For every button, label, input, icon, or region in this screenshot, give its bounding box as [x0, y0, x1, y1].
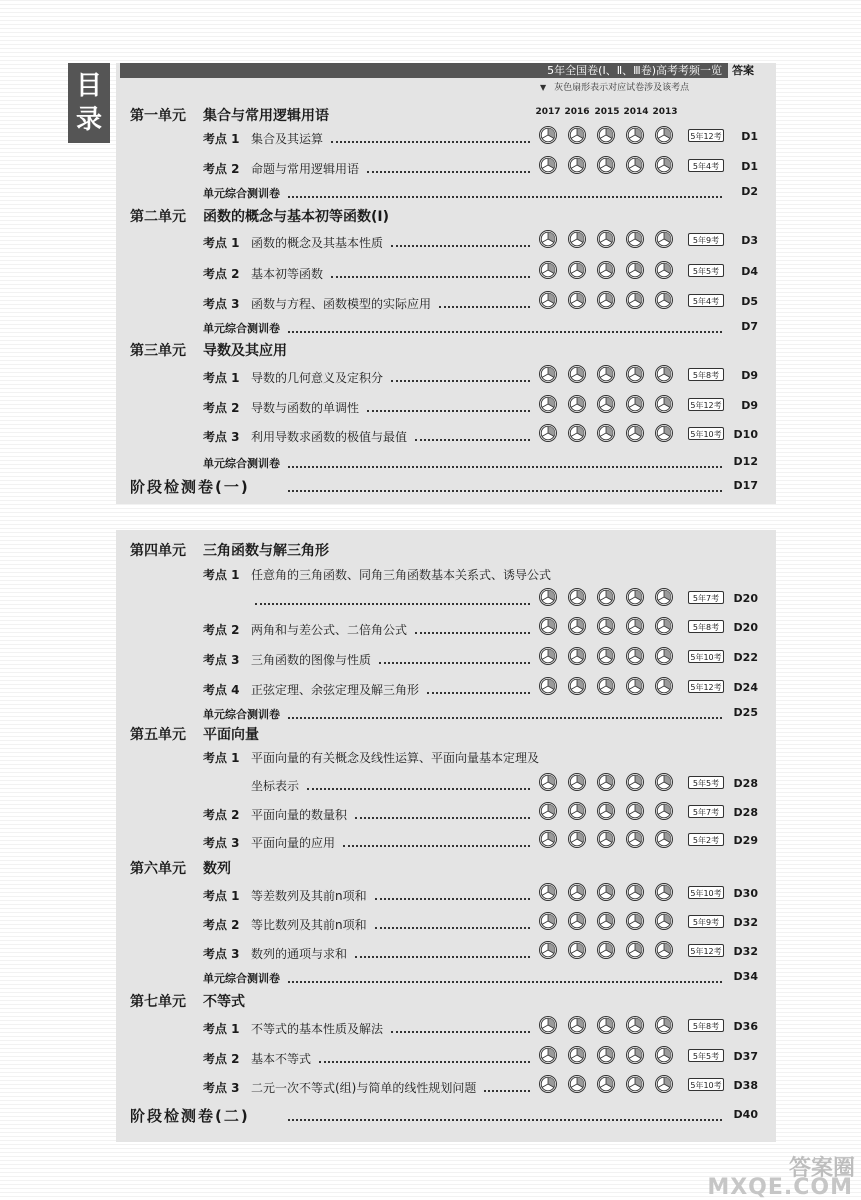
answer-page-ref[interactable]: D10 — [733, 428, 758, 441]
frequency-badge: 5年10考 — [688, 886, 724, 899]
pie-frequency-icon — [597, 291, 615, 309]
topic-label: 考点 1 — [203, 751, 240, 765]
toc-row — [0, 291, 861, 313]
dot-leader — [288, 705, 722, 719]
pie-frequency-icon — [626, 830, 644, 848]
pie-frequency-icon — [626, 617, 644, 635]
unit-number: 第七单元 — [130, 994, 186, 1010]
frequency-badge: 5年10考 — [688, 427, 724, 440]
pie-frequency-icon — [597, 1075, 615, 1093]
topic-title-link[interactable]: 平面向量的数量积 — [251, 808, 348, 822]
pie-frequency-icon — [626, 261, 644, 279]
pie-frequency-icon — [568, 291, 586, 309]
dot-leader — [255, 591, 530, 605]
pie-frequency-icon — [539, 230, 557, 248]
pie-frequency-icon — [568, 883, 586, 901]
pie-frequency-icon — [568, 647, 586, 665]
topic-title-link[interactable]: 导数的几何意义及定积分 — [251, 371, 384, 385]
toc-row — [0, 538, 861, 560]
pie-frequency-icon — [655, 156, 673, 174]
topic-label: 考点 4 — [203, 683, 240, 697]
topic-label: 考点 2 — [203, 1052, 240, 1066]
topic-title-link[interactable]: 基本初等函数 — [251, 267, 324, 281]
pie-frequency-icon — [655, 1046, 673, 1064]
pie-frequency-icon — [539, 1016, 557, 1034]
toc-row — [0, 181, 861, 203]
triangle-down-icon: ▼ — [540, 83, 547, 92]
pie-frequency-icon — [655, 830, 673, 848]
answer-page-ref[interactable]: D36 — [733, 1020, 758, 1033]
topic-title-link[interactable]: 命题与常用逻辑用语 — [251, 162, 360, 176]
answer-page-ref[interactable]: D32 — [733, 916, 758, 929]
pie-frequency-icon — [597, 802, 615, 820]
pie-frequency-icon — [597, 424, 615, 442]
pie-frequency-icon — [568, 912, 586, 930]
pie-frequency-icon — [655, 1016, 673, 1034]
dot-leader — [391, 233, 530, 247]
dot-leader — [367, 398, 530, 412]
dot-leader — [415, 620, 530, 634]
answer-page-ref[interactable]: D1 — [741, 130, 758, 143]
pie-frequency-icon — [626, 1075, 644, 1093]
dot-leader — [343, 833, 530, 847]
pie-frequency-icon — [655, 647, 673, 665]
frequency-badge: 5年8考 — [688, 1019, 724, 1032]
dot-leader — [288, 969, 722, 983]
pie-frequency-icon — [568, 365, 586, 383]
dot-leader — [288, 319, 722, 333]
pie-frequency-icon — [597, 830, 615, 848]
pie-frequency-icon — [597, 773, 615, 791]
answer-page-ref[interactable]: D32 — [733, 945, 758, 958]
pie-frequency-icon — [539, 677, 557, 695]
answer-page-ref[interactable]: D9 — [741, 369, 758, 382]
dot-leader — [331, 129, 530, 143]
answer-header: 答案 — [732, 64, 754, 77]
unit-name: 三角函数与解三角形 — [203, 543, 329, 559]
pie-frequency-icon — [597, 941, 615, 959]
pie-frequency-icon — [597, 261, 615, 279]
pie-frequency-icon — [626, 365, 644, 383]
pie-frequency-icon — [655, 677, 673, 695]
toc-row — [0, 562, 861, 584]
answer-page-ref[interactable]: D25 — [733, 706, 758, 719]
frequency-badge: 5年4考 — [688, 159, 724, 172]
dot-leader — [288, 478, 722, 492]
pie-frequency-icon — [655, 291, 673, 309]
toc-title-char-2: 录 — [75, 105, 102, 135]
answer-page-ref[interactable]: D30 — [733, 887, 758, 900]
frequency-badge: 5年10考 — [688, 1078, 724, 1091]
topic-label: 考点 2 — [203, 808, 240, 822]
pie-frequency-icon — [655, 424, 673, 442]
topic-label: 考点 3 — [203, 836, 240, 850]
toc-title-char-1: 目 — [75, 71, 102, 101]
frequency-badge: 5年12考 — [688, 398, 724, 411]
pie-frequency-icon — [539, 588, 557, 606]
pie-frequency-icon — [568, 830, 586, 848]
year-header: 2017 — [535, 107, 561, 117]
topic-title-link[interactable]: 任意角的三角函数、同角三角函数基本关系式、诱导公式 — [251, 568, 552, 582]
topic-title-link[interactable]: 集合及其运算 — [251, 132, 324, 146]
pie-frequency-icon — [539, 424, 557, 442]
toc-row — [0, 204, 861, 226]
toc-row — [0, 126, 861, 148]
topic-title-link[interactable]: 数列的通项与求和 — [251, 947, 348, 961]
answer-page-ref[interactable]: D7 — [741, 320, 758, 333]
dot-leader — [484, 1078, 530, 1092]
answer-page-ref[interactable]: D12 — [733, 455, 758, 468]
frequency-badge: 5年12考 — [688, 944, 724, 957]
toc-row — [0, 103, 861, 125]
year-header: 2016 — [564, 107, 590, 117]
pie-frequency-icon — [626, 941, 644, 959]
frequency-badge: 5年12考 — [688, 129, 724, 142]
answer-page-ref[interactable]: D28 — [733, 806, 758, 819]
dot-leader — [288, 454, 722, 468]
topic-label: 考点 3 — [203, 430, 240, 444]
stage-test-link[interactable]: 阶段检测卷(二) — [130, 1107, 250, 1125]
year-header: 2015 — [594, 107, 620, 117]
pie-frequency-icon — [539, 156, 557, 174]
dot-leader — [439, 294, 530, 308]
topic-title-link[interactable]: 三角函数的图像与性质 — [251, 653, 372, 667]
pie-frequency-icon — [539, 647, 557, 665]
toc-row — [0, 677, 861, 699]
unit-name: 数列 — [203, 861, 231, 877]
toc-row — [0, 475, 861, 497]
pie-frequency-icon — [655, 941, 673, 959]
unit-test-link[interactable]: 单元综合测训卷 — [203, 322, 280, 335]
pie-frequency-icon — [597, 647, 615, 665]
frequency-badge: 5年2考 — [688, 833, 724, 846]
answer-page-ref[interactable]: D3 — [741, 234, 758, 247]
frequency-badge: 5年8考 — [688, 368, 724, 381]
topic-label: 考点 1 — [203, 132, 240, 146]
topic-label: 考点 2 — [203, 162, 240, 176]
dot-leader — [319, 1049, 530, 1063]
pie-frequency-icon — [597, 588, 615, 606]
toc-row — [0, 745, 861, 767]
topic-title-link[interactable]: 坐标表示 — [251, 779, 300, 793]
pie-frequency-icon — [539, 1075, 557, 1093]
toc-row — [0, 773, 861, 795]
pie-frequency-icon — [568, 424, 586, 442]
pie-frequency-icon — [655, 230, 673, 248]
pie-frequency-icon — [568, 941, 586, 959]
pie-frequency-icon — [539, 941, 557, 959]
topic-label: 考点 2 — [203, 623, 240, 637]
unit-number: 第一单元 — [130, 108, 186, 124]
dot-leader — [375, 886, 530, 900]
topic-title-link[interactable]: 等比数列及其前n项和 — [251, 918, 367, 932]
pie-frequency-icon — [539, 1046, 557, 1064]
frequency-badge: 5年10考 — [688, 650, 724, 663]
dot-leader — [367, 159, 530, 173]
topic-label: 考点 3 — [203, 1081, 240, 1095]
unit-test-link[interactable]: 单元综合测训卷 — [203, 457, 280, 470]
topic-label: 考点 1 — [203, 1022, 240, 1036]
dot-leader — [427, 680, 530, 694]
unit-number: 第三单元 — [130, 343, 186, 359]
pie-frequency-icon — [597, 365, 615, 383]
frequency-badge: 5年5考 — [688, 1049, 724, 1062]
pie-frequency-icon — [539, 912, 557, 930]
pie-frequency-icon — [626, 1016, 644, 1034]
watermark-url: MXQE.COM — [707, 1175, 853, 1200]
toc-row — [0, 395, 861, 417]
frequency-badge: 5年7考 — [688, 591, 724, 604]
toc-row — [0, 722, 861, 744]
toc-row — [0, 261, 861, 283]
pie-frequency-icon — [568, 126, 586, 144]
toc-row — [0, 617, 861, 639]
toc-row — [0, 338, 861, 360]
toc-row — [0, 966, 861, 988]
toc-row — [0, 1016, 861, 1038]
dot-leader — [307, 776, 530, 790]
pie-frequency-icon — [626, 912, 644, 930]
unit-number: 第六单元 — [130, 861, 186, 877]
pie-frequency-icon — [626, 126, 644, 144]
pie-frequency-icon — [597, 912, 615, 930]
topic-title-link[interactable]: 等差数列及其前n项和 — [251, 889, 367, 903]
pie-frequency-icon — [655, 802, 673, 820]
unit-number: 第四单元 — [130, 543, 186, 559]
pie-frequency-icon — [539, 802, 557, 820]
topic-title-link[interactable]: 不等式的基本性质及解法 — [251, 1022, 384, 1036]
topic-title-link[interactable]: 函数的概念及其基本性质 — [251, 236, 384, 250]
pie-frequency-icon — [568, 1046, 586, 1064]
pie-frequency-icon — [597, 677, 615, 695]
topic-title-link[interactable]: 平面向量的应用 — [251, 836, 336, 850]
toc-row — [0, 702, 861, 724]
pie-frequency-icon — [597, 1046, 615, 1064]
year-header: 2014 — [623, 107, 649, 117]
answer-page-ref[interactable]: D5 — [741, 295, 758, 308]
answer-page-ref[interactable]: D20 — [733, 621, 758, 634]
pie-frequency-icon — [597, 156, 615, 174]
pie-frequency-icon — [568, 261, 586, 279]
toc-row — [0, 989, 861, 1011]
toc-row — [0, 1046, 861, 1068]
topic-title-link[interactable]: 基本不等式 — [251, 1052, 312, 1066]
frequency-badge: 5年7考 — [688, 805, 724, 818]
answer-page-ref[interactable]: D37 — [733, 1050, 758, 1063]
toc-row — [0, 365, 861, 387]
answer-page-ref[interactable]: D22 — [733, 651, 758, 664]
stage-test-link[interactable]: 阶段检测卷(一) — [130, 478, 250, 496]
toc-row — [0, 647, 861, 669]
topic-title-link[interactable]: 平面向量的有关概念及线性运算、平面向量基本定理及 — [251, 751, 540, 765]
dot-leader — [391, 1019, 530, 1033]
pie-frequency-icon — [655, 588, 673, 606]
answer-page-ref[interactable]: D24 — [733, 681, 758, 694]
pie-frequency-icon — [539, 365, 557, 383]
pie-frequency-icon — [626, 647, 644, 665]
answer-page-ref[interactable]: D29 — [733, 834, 758, 847]
pie-frequency-icon — [655, 617, 673, 635]
pie-frequency-icon — [626, 156, 644, 174]
topic-label: 考点 1 — [203, 568, 240, 582]
toc-row — [0, 588, 861, 610]
pie-frequency-icon — [655, 1075, 673, 1093]
toc-row — [0, 156, 861, 178]
pie-frequency-icon — [568, 802, 586, 820]
pie-frequency-icon — [626, 395, 644, 413]
pie-frequency-icon — [568, 677, 586, 695]
pie-frequency-icon — [597, 883, 615, 901]
pie-frequency-icon — [568, 395, 586, 413]
topic-label: 考点 2 — [203, 401, 240, 415]
year-header: 2013 — [652, 107, 678, 117]
pie-frequency-icon — [539, 830, 557, 848]
topic-label: 考点 1 — [203, 236, 240, 250]
pie-frequency-icon — [626, 230, 644, 248]
topic-title-link[interactable]: 利用导数求函数的极值与最值 — [251, 430, 408, 444]
pie-frequency-icon — [568, 588, 586, 606]
topic-label: 考点 3 — [203, 947, 240, 961]
unit-name: 平面向量 — [203, 727, 259, 743]
dot-leader — [375, 915, 530, 929]
dot-leader — [415, 427, 530, 441]
toc-row — [0, 1104, 861, 1126]
toc-row — [0, 912, 861, 934]
dot-leader — [288, 184, 722, 198]
toc-row — [0, 941, 861, 963]
toc-row — [0, 830, 861, 852]
pie-frequency-icon — [568, 156, 586, 174]
toc-row — [0, 230, 861, 252]
answer-page-ref[interactable]: D38 — [733, 1079, 758, 1092]
answer-page-ref[interactable]: D34 — [733, 970, 758, 983]
toc-row — [0, 424, 861, 446]
answer-page-ref[interactable]: D4 — [741, 265, 758, 278]
toc-row — [0, 856, 861, 878]
unit-test-link[interactable]: 单元综合测训卷 — [203, 187, 280, 200]
topic-title-link[interactable]: 导数与函数的单调性 — [251, 401, 360, 415]
answer-page-ref[interactable]: D28 — [733, 777, 758, 790]
pie-frequency-icon — [539, 395, 557, 413]
frequency-header: 5年全国卷(Ⅰ、Ⅱ、Ⅲ卷)高考考频一览 — [120, 63, 728, 78]
pie-frequency-icon — [626, 773, 644, 791]
pie-frequency-icon — [626, 1046, 644, 1064]
answer-page-ref[interactable]: D40 — [733, 1108, 758, 1121]
pie-frequency-icon — [626, 291, 644, 309]
topic-label: 考点 2 — [203, 267, 240, 281]
answer-page-ref[interactable]: D1 — [741, 160, 758, 173]
dot-leader — [391, 368, 530, 382]
pie-frequency-icon — [655, 912, 673, 930]
dot-leader — [331, 264, 530, 278]
pie-frequency-icon — [539, 126, 557, 144]
pie-frequency-icon — [597, 617, 615, 635]
unit-test-link[interactable]: 单元综合测训卷 — [203, 708, 280, 721]
pie-frequency-icon — [568, 1075, 586, 1093]
pie-frequency-icon — [568, 230, 586, 248]
topic-label: 考点 3 — [203, 653, 240, 667]
unit-number: 第五单元 — [130, 727, 186, 743]
pie-frequency-icon — [539, 291, 557, 309]
pie-frequency-icon — [539, 883, 557, 901]
pie-frequency-icon — [655, 126, 673, 144]
frequency-badge: 5年8考 — [688, 620, 724, 633]
answer-page-ref[interactable]: D17 — [733, 479, 758, 492]
frequency-badge: 5年5考 — [688, 264, 724, 277]
pie-frequency-icon — [597, 1016, 615, 1034]
topic-title-link[interactable]: 正弦定理、余弦定理及解三角形 — [251, 683, 420, 697]
pie-frequency-icon — [655, 395, 673, 413]
dot-leader — [379, 650, 530, 664]
pie-frequency-icon — [568, 617, 586, 635]
pie-frequency-icon — [539, 617, 557, 635]
pie-frequency-icon — [597, 395, 615, 413]
answer-page-ref[interactable]: D2 — [741, 185, 758, 198]
dot-leader — [288, 1107, 722, 1121]
topic-label: 考点 1 — [203, 889, 240, 903]
topic-label: 考点 3 — [203, 297, 240, 311]
unit-name: 集合与常用逻辑用语 — [203, 108, 329, 124]
pie-frequency-icon — [655, 261, 673, 279]
unit-name: 导数及其应用 — [203, 343, 287, 359]
pie-frequency-icon — [626, 802, 644, 820]
frequency-badge: 5年9考 — [688, 233, 724, 246]
pie-frequency-icon — [626, 677, 644, 695]
pie-frequency-icon — [655, 365, 673, 383]
pie-frequency-icon — [597, 230, 615, 248]
answer-page-ref[interactable]: D9 — [741, 399, 758, 412]
topic-title-link[interactable]: 二元一次不等式(组)与简单的线性规划问题 — [251, 1081, 477, 1095]
frequency-badge: 5年9考 — [688, 915, 724, 928]
unit-name: 函数的概念与基本初等函数(Ⅰ) — [203, 209, 390, 225]
pie-frequency-icon — [655, 773, 673, 791]
toc-row — [0, 316, 861, 338]
unit-number: 第二单元 — [130, 209, 186, 225]
toc-row — [0, 802, 861, 824]
frequency-badge: 5年4考 — [688, 294, 724, 307]
toc-row — [0, 1075, 861, 1097]
pie-frequency-icon — [568, 773, 586, 791]
pie-frequency-icon — [568, 1016, 586, 1034]
unit-test-link[interactable]: 单元综合测训卷 — [203, 972, 280, 985]
frequency-badge: 5年12考 — [688, 680, 724, 693]
frequency-badge: 5年5考 — [688, 776, 724, 789]
topic-label: 考点 2 — [203, 918, 240, 932]
toc-row — [0, 883, 861, 905]
pie-frequency-icon — [626, 424, 644, 442]
pie-frequency-icon — [539, 261, 557, 279]
topic-title-link[interactable]: 两角和与差公式、二倍角公式 — [251, 623, 408, 637]
watermark-logo: 答案圈 — [788, 1156, 855, 1181]
dot-leader — [355, 805, 530, 819]
answer-page-ref[interactable]: D20 — [733, 592, 758, 605]
pie-frequency-icon — [626, 588, 644, 606]
legend-note-text: 灰色扇形表示对应试卷涉及该考点 — [554, 83, 690, 93]
unit-name: 不等式 — [203, 994, 245, 1010]
toc-row — [0, 451, 861, 473]
pie-frequency-icon — [597, 126, 615, 144]
topic-title-link[interactable]: 函数与方程、函数模型的实际应用 — [251, 297, 432, 311]
dot-leader — [355, 944, 530, 958]
pie-frequency-icon — [539, 773, 557, 791]
topic-label: 考点 1 — [203, 371, 240, 385]
pie-frequency-icon — [655, 883, 673, 901]
pie-frequency-icon — [626, 883, 644, 901]
legend-note — [540, 80, 689, 93]
